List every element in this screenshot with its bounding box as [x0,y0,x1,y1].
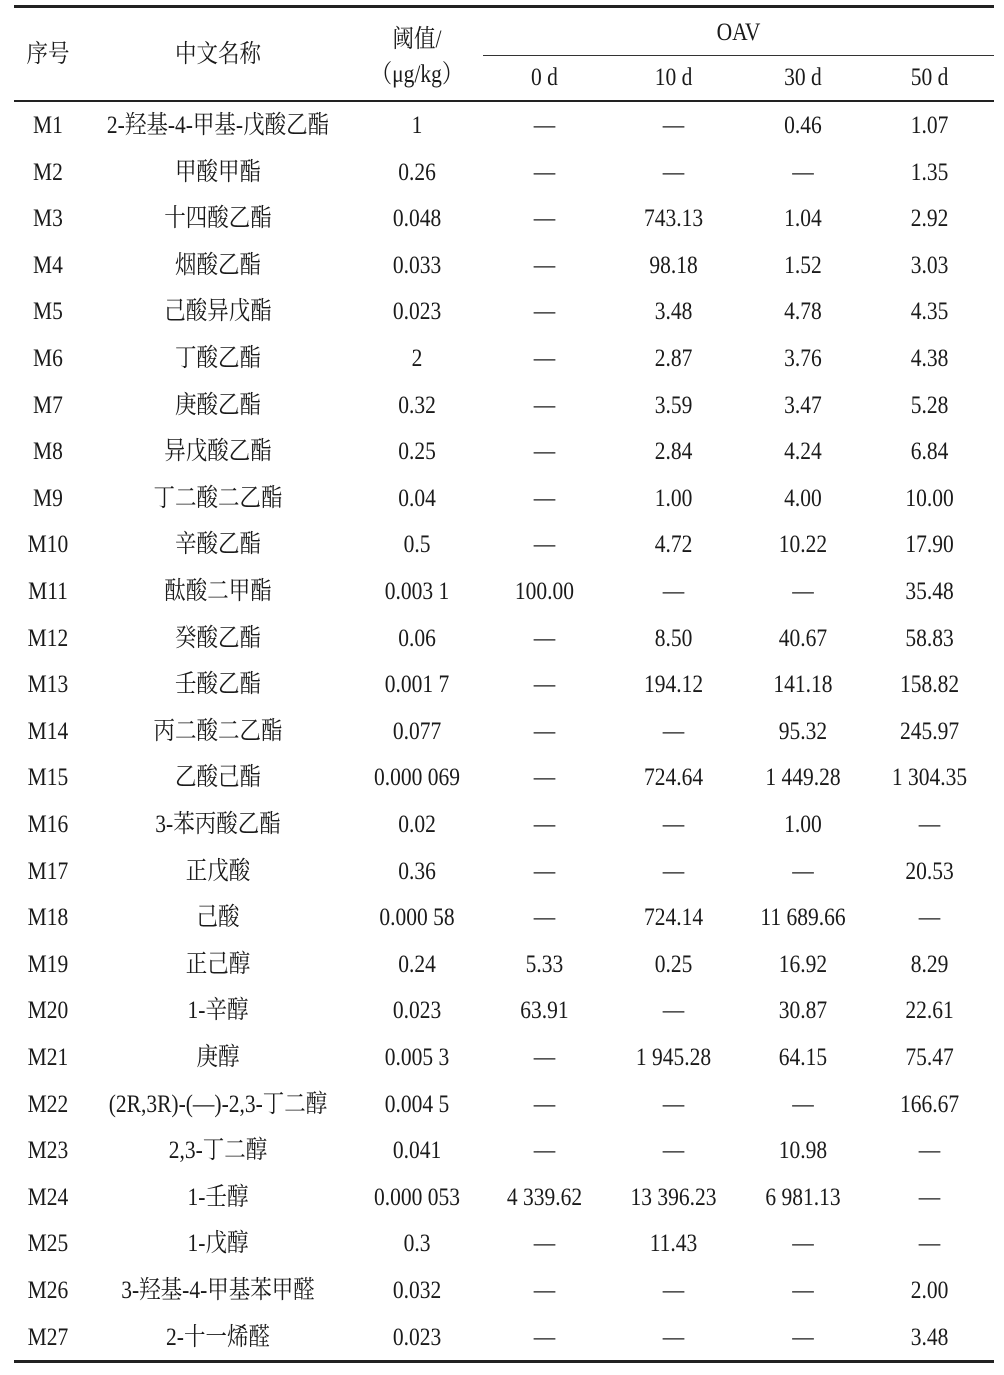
cell-oav-30d: 4.24 [784,438,822,465]
cell-threshold: 0.032 [392,1277,442,1304]
cell-name: 2,3-丁二醇 [168,1137,268,1164]
cell-threshold: 0.04 [398,485,436,512]
cell-oav-10d: — [662,718,685,745]
header-threshold-line1: 阈值/ [392,26,442,53]
cell-name: 己酸 [196,904,240,931]
cell-index: M11 [28,578,68,605]
cell-oav-50d: 6.84 [910,438,949,465]
cell-oav-50d: 1 304.35 [891,764,968,791]
cell-oav-10d: 724.14 [643,904,704,931]
cell-oav-30d: 4.00 [784,485,822,512]
cell-index: M25 [27,1230,69,1257]
oav-subrule [483,55,994,56]
cell-oav-50d: — [918,1230,941,1257]
cell-oav-30d: — [792,159,814,186]
cell-oav-0d: 4 339.62 [506,1184,583,1211]
cell-oav-30d: 1.52 [784,252,822,279]
cell-oav-10d: — [662,811,685,838]
cell-index: M17 [27,858,69,885]
cell-name: 1-戊醇 [187,1230,249,1257]
cell-threshold: 0.26 [398,159,436,186]
cell-threshold: 0.000 58 [379,904,455,931]
cell-name: 3-羟基-4-甲基苯甲醛 [121,1277,315,1304]
cell-oav-10d: 8.50 [654,625,693,652]
cell-name: 2-十一烯醛 [166,1324,270,1351]
cell-oav-30d: 141.18 [773,671,833,698]
cell-oav-50d: 10.00 [905,485,954,512]
cell-threshold: 0.5 [403,531,431,558]
cell-oav-0d: — [533,625,556,652]
cell-oav-50d: 2.00 [910,1277,949,1304]
cell-oav-0d: — [533,1230,556,1257]
cell-threshold: 0.24 [398,951,436,978]
cell-name: 甲酸甲酯 [174,159,261,186]
cell-oav-0d: 100.00 [514,578,575,605]
cell-oav-30d: — [792,1091,814,1118]
cell-name: 2-羟基-4-甲基-戊酸乙酯 [106,112,330,139]
cell-oav-10d: 2.87 [654,345,693,372]
cell-oav-50d: 1.35 [910,159,949,186]
cell-oav-50d: 166.67 [899,1091,960,1118]
cell-index: M3 [33,205,63,232]
cell-index: M14 [27,718,69,745]
cell-oav-10d: 743.13 [643,205,704,232]
cell-oav-0d: — [533,858,556,885]
cell-name: (2R,3R)-(—)-2,3-丁二醇 [108,1091,328,1118]
cell-oav-30d: 1.04 [784,205,822,232]
cell-oav-30d: 1 449.28 [765,764,841,791]
cell-oav-50d: 8.29 [910,951,949,978]
cell-oav-10d: — [662,159,685,186]
cell-index: M5 [33,298,63,325]
cell-oav-10d: — [662,1324,685,1351]
cell-index: M15 [27,764,69,791]
cell-index: M4 [33,252,63,279]
cell-oav-50d: 1.07 [910,112,949,139]
cell-oav-50d: 35.48 [905,578,954,605]
cell-oav-30d: 64.15 [778,1044,828,1071]
cell-index: M21 [27,1044,69,1071]
cell-name: 十四酸乙酯 [164,205,272,232]
cell-oav-0d: — [533,1091,556,1118]
cell-oav-0d: — [533,671,556,698]
cell-oav-30d: 10.98 [778,1137,828,1164]
cell-index: M18 [27,904,69,931]
cell-oav-10d: 1.00 [654,485,693,512]
header-day-10: 10 d [654,64,693,91]
cell-name: 庚酸乙酯 [174,392,261,419]
cell-name: 异戊酸乙酯 [164,438,272,465]
cell-threshold: 0.003 1 [384,578,450,605]
cell-oav-30d: 4.78 [784,298,822,325]
cell-name: 丁二酸二乙酯 [153,485,283,512]
header-name: 中文名称 [174,41,261,68]
cell-oav-50d: 3.03 [910,252,949,279]
cell-oav-0d: 63.91 [520,997,569,1024]
cell-oav-10d: — [662,1137,685,1164]
cell-threshold: 0.033 [392,252,442,279]
cell-oav-0d: — [533,298,556,325]
cell-oav-30d: 6 981.13 [765,1184,841,1211]
cell-oav-10d: 1 945.28 [635,1044,712,1071]
cell-oav-0d: — [533,904,556,931]
cell-oav-30d: — [792,578,814,605]
cell-index: M12 [27,625,69,652]
cell-threshold: 0.023 [392,997,442,1024]
cell-oav-0d: — [533,1324,556,1351]
cell-oav-50d: 3.48 [910,1324,949,1351]
cell-name: 3-苯丙酸乙酯 [155,811,281,838]
cell-threshold: 0.25 [398,438,436,465]
cell-oav-0d: — [533,438,556,465]
cell-oav-10d: 3.59 [654,392,693,419]
cell-threshold: 0.005 3 [384,1044,450,1071]
cell-oav-10d: 3.48 [654,298,693,325]
cell-oav-30d: 3.47 [784,392,822,419]
cell-oav-0d: — [533,764,556,791]
cell-oav-10d: — [662,997,685,1024]
cell-name: 庚醇 [196,1044,240,1071]
cell-oav-10d: 11.43 [649,1230,698,1257]
cell-oav-0d: — [533,1137,556,1164]
cell-oav-50d: — [918,1137,941,1164]
cell-oav-10d: 4.72 [654,531,693,558]
cell-index: M10 [27,531,69,558]
cell-oav-50d: 22.61 [905,997,954,1024]
cell-index: M7 [33,392,63,419]
cell-name: 烟酸乙酯 [174,252,261,279]
cell-oav-10d: 724.64 [643,764,704,791]
header-day-0: 0 d [531,64,558,91]
cell-oav-0d: — [533,1044,556,1071]
cell-oav-50d: 58.83 [905,625,954,652]
cell-name: 乙酸己酯 [174,764,261,791]
cell-threshold: 2 [411,345,423,372]
header-day-30: 30 d [784,64,822,91]
cell-index: M20 [27,997,69,1024]
cell-name: 癸酸乙酯 [174,625,261,652]
cell-oav-30d: — [792,1277,814,1304]
cell-oav-50d: 5.28 [910,392,949,419]
cell-oav-0d: — [533,485,556,512]
cell-oav-30d: 11 689.66 [760,904,846,931]
cell-oav-30d: 40.67 [778,625,828,652]
cell-oav-30d: 16.92 [778,951,828,978]
cell-oav-10d: 98.18 [649,252,698,279]
cell-oav-0d: — [533,531,556,558]
cell-threshold: 0.02 [398,811,436,838]
cell-threshold: 0.36 [398,858,436,885]
cell-index: M22 [27,1091,69,1118]
cell-oav-30d: — [792,1230,814,1257]
header-day-50: 50 d [910,64,949,91]
cell-oav-0d: — [533,718,556,745]
cell-oav-30d: 1.00 [784,811,822,838]
cell-name: 丁酸乙酯 [174,345,261,372]
cell-threshold: 0.000 069 [374,764,460,791]
cell-index: M24 [27,1184,69,1211]
cell-name: 1-辛醇 [187,997,249,1024]
cell-threshold: 0.077 [392,718,442,745]
cell-oav-0d: — [533,112,556,139]
cell-threshold: 0.041 [392,1137,442,1164]
cell-oav-30d: 3.76 [784,345,822,372]
cell-threshold: 0.023 [392,298,442,325]
cell-index: M19 [27,951,69,978]
header-index: 序号 [26,41,70,68]
cell-threshold: 0.3 [403,1230,431,1257]
top-rule [14,5,994,8]
cell-oav-10d: — [662,1277,685,1304]
cell-threshold: 0.048 [392,205,442,232]
cell-oav-0d: — [533,159,556,186]
cell-oav-10d: 0.25 [654,951,693,978]
cell-oav-50d: — [918,811,941,838]
cell-oav-50d: — [918,1184,941,1211]
cell-index: M26 [27,1277,69,1304]
cell-oav-10d: — [662,112,685,139]
header-rule [14,100,994,102]
cell-oav-30d: 10.22 [778,531,828,558]
cell-index: M27 [27,1324,69,1351]
cell-index: M6 [33,345,63,372]
cell-threshold: 0.32 [398,392,436,419]
cell-oav-30d: 95.32 [778,718,828,745]
cell-name: 酞酸二甲酯 [164,578,272,605]
cell-oav-0d: — [533,811,556,838]
cell-index: M8 [33,438,63,465]
cell-oav-10d: — [662,858,685,885]
cell-oav-50d: 75.47 [905,1044,954,1071]
cell-name: 辛酸乙酯 [174,531,261,558]
cell-oav-10d: — [662,578,685,605]
cell-oav-10d: 2.84 [654,438,693,465]
cell-oav-50d: 4.35 [910,298,949,325]
cell-name: 丙二酸二乙酯 [153,718,283,745]
cell-name: 正己醇 [185,951,251,978]
cell-oav-0d: — [533,252,556,279]
cell-threshold: 0.004 5 [384,1091,450,1118]
cell-oav-50d: 4.38 [910,345,949,372]
cell-threshold: 0.023 [392,1324,442,1351]
cell-oav-30d: — [792,858,814,885]
cell-name: 己酸异戊酯 [164,298,272,325]
cell-name: 正戊酸 [185,858,251,885]
cell-index: M16 [27,811,69,838]
cell-oav-30d: 0.46 [784,112,822,139]
cell-threshold: 1 [411,112,423,139]
header-threshold-line2: （μg/kg） [370,61,464,88]
cell-oav-30d: 30.87 [778,997,828,1024]
cell-oav-0d: — [533,205,556,232]
cell-oav-0d: — [533,1277,556,1304]
bottom-rule [14,1360,994,1363]
cell-index: M13 [27,671,69,698]
cell-oav-50d: 20.53 [905,858,954,885]
cell-oav-50d: 17.90 [905,531,954,558]
cell-threshold: 0.06 [398,625,436,652]
cell-oav-30d: — [792,1324,814,1351]
cell-oav-50d: 245.97 [899,718,960,745]
cell-index: M9 [33,485,63,512]
cell-index: M2 [33,159,63,186]
cell-oav-0d: — [533,345,556,372]
cell-oav-50d: 158.82 [899,671,960,698]
cell-threshold: 0.001 7 [384,671,450,698]
cell-threshold: 0.000 053 [374,1184,460,1211]
cell-name: 壬酸乙酯 [174,671,261,698]
cell-oav-50d: — [918,904,941,931]
cell-oav-0d: — [533,392,556,419]
cell-index: M23 [27,1137,69,1164]
cell-oav-10d: 13 396.23 [630,1184,717,1211]
cell-name: 1-壬醇 [187,1184,249,1211]
cell-oav-10d: 194.12 [643,671,704,698]
cell-oav-50d: 2.92 [910,205,949,232]
cell-oav-10d: — [662,1091,685,1118]
cell-index: M1 [33,112,63,139]
header-oav: OAV [716,19,761,46]
cell-oav-0d: 5.33 [525,951,564,978]
